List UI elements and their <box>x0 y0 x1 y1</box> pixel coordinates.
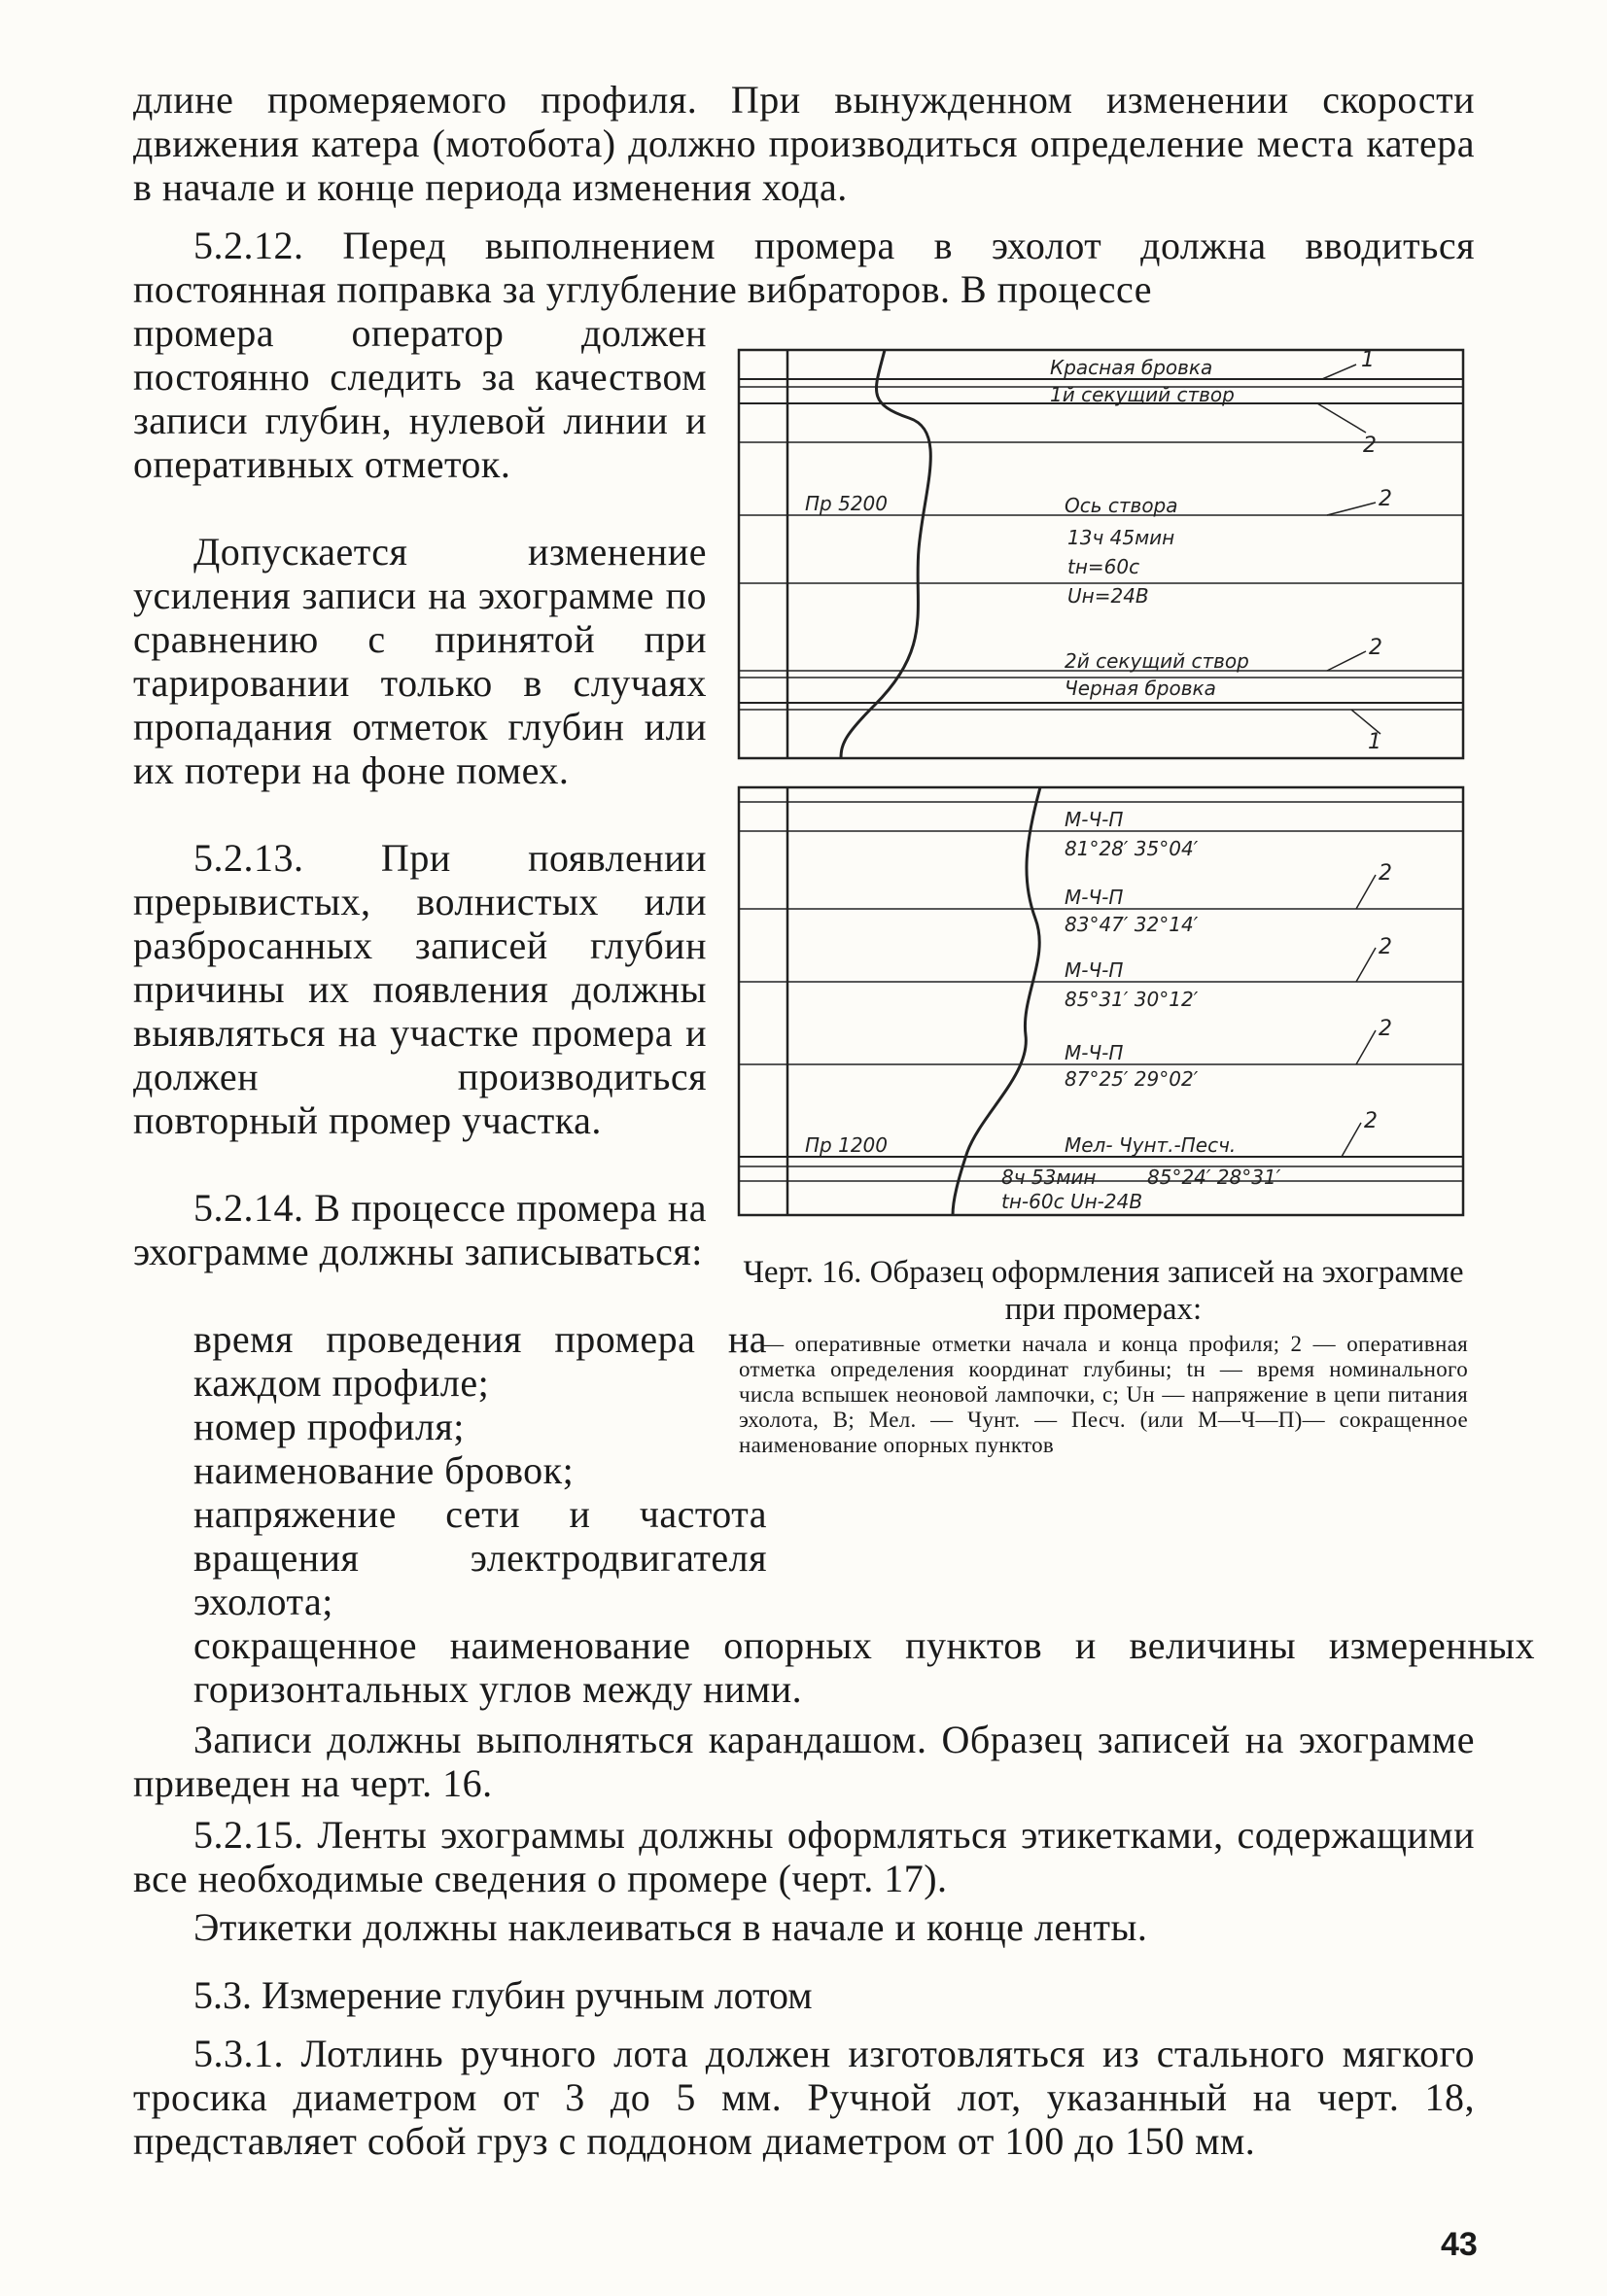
list-item: напряжение сети и частота вращения электродвигателя эхолота; <box>193 1492 767 1623</box>
callout-number: 2 <box>1379 935 1392 959</box>
label-angles: 81°28′ 35°04′ <box>1065 837 1199 860</box>
callout-number: 2 <box>1379 1017 1392 1041</box>
list-item-last: сокращенное наименование опорных пунктов и величины измеренных горизонтальных углов между ними. <box>193 1623 1535 1711</box>
caption-title: Черт. 16. Образец оформления записей на эхограмме при промерах: <box>743 1255 1464 1327</box>
label-tn-top: tн=60с <box>1067 555 1140 578</box>
callout-number: 1 <box>1361 348 1375 372</box>
echogram-figure <box>729 335 1478 1249</box>
paragraph-labels: Этикетки должны наклеиваться в начале и конце ленты. <box>193 1905 1148 1949</box>
label-time-bottom: 8ч 53мин <box>1001 1165 1097 1189</box>
label-mcp: М-Ч-П <box>1065 808 1124 831</box>
label-second-line: 2й секущий створ <box>1065 649 1249 673</box>
paragraph-5-2-14: 5.2.14. В процессе промера на эхограмме должны записываться: <box>133 1186 707 1273</box>
label-tn-un-bottom: tн-60с Uн-24В <box>1001 1190 1143 1213</box>
section-heading-5-3: 5.3. Измерение глубин ручным лотом <box>193 1973 813 2017</box>
label-mcp: М-Ч-П <box>1065 886 1124 909</box>
label-axis: Ось створа <box>1065 494 1178 517</box>
paragraph-5-2-12-continued: промера оператор должен постоянно следить за качеством записи глубин, нулевой линии и оперативных отметок. <box>133 311 707 486</box>
paragraph-allowed-gain: Допускается изменение усиления записи на эхограмме по сравнению с принятой при тарировании только в случаях пропадания отметок глубин или их потери на фоне помех. <box>133 530 707 792</box>
label-mcp: М-Ч-П <box>1065 958 1124 982</box>
label-angles: 85°31′ 30°12′ <box>1065 988 1199 1011</box>
callout-number: 2 <box>1379 861 1392 886</box>
label-profile-bottom: Пр 1200 <box>805 1133 888 1157</box>
label-angles: 83°47′ 32°14′ <box>1065 913 1199 936</box>
list-item: время проведения промера на каждом профиле; <box>193 1317 767 1405</box>
figure-caption <box>739 1254 1468 1458</box>
label-black-edge: Черная бровка <box>1065 677 1216 700</box>
callout-number: 2 <box>1369 636 1382 660</box>
list-item: номер профиля; <box>193 1405 465 1448</box>
label-first-line: 1й секущий створ <box>1050 383 1235 406</box>
top-paragraph: длине промеряемого профиля. При вынужденном изменении скорости движения катера (мотобота) должно производиться определение места катера в начале и конце периода изменения хода. <box>133 78 1475 209</box>
label-time-top: 13ч 45мин <box>1067 526 1175 549</box>
paragraph-pencil: Записи должны выполняться карандашом. Образец записей на эхограмме приведен на черт. 16. <box>133 1718 1475 1805</box>
callout-number: 2 <box>1364 1109 1378 1133</box>
list-item: наименование бровок; <box>193 1448 575 1492</box>
caption-legend: 1 — оперативные отметки начала и конца профиля; 2 — оперативная отметка определения координат глубины; tн — время номинального числа вспышек неоновой лампочки, с; Uн — напряжение в цепи питания эхолота, В; Мел. — Чунт. — Песч. (или М—Ч—П)— сокращенное наименование опорных пунктов <box>739 1332 1468 1457</box>
label-un-top: Uн=24В <box>1067 584 1149 608</box>
label-mcp: М-Ч-П <box>1065 1041 1124 1064</box>
paragraph-5-2-13: 5.2.13. При появлении прерывистых, волнистых или разбросанных записей глубин причины их появления должны выявляться на участке промера и должен производиться повторный промер участка. <box>133 836 707 1142</box>
label-red-edge: Красная бровка <box>1050 356 1213 379</box>
page-number: 43 <box>1441 2226 1478 2263</box>
label-reference-points: Мел- Чунт.-Песч. <box>1065 1133 1237 1157</box>
paragraph-5-2-12: 5.2.12. Перед выполнением промера в эхолот должна вводиться постоянная поправка за углубление вибраторов. В процессе <box>133 224 1475 311</box>
callout-number: 2 <box>1363 434 1377 458</box>
label-angles: 85°24′ 28°31′ <box>1147 1165 1281 1189</box>
callout-number: 2 <box>1379 487 1392 511</box>
label-profile-top: Пр 5200 <box>805 492 888 515</box>
paragraph-5-2-15: 5.2.15. Ленты эхограммы должны оформляться этикетками, содержащими все необходимые сведения о промере (черт. 17). <box>133 1813 1475 1900</box>
paragraph-5-3-1: 5.3.1. Лотлинь ручного лота должен изготовляться из стального мягкого тросика диаметром от 3 до 5 мм. Ручной лот, указанный на черт. 18, представляет собой груз с поддоном диаметром от 100 до 150 мм. <box>133 2032 1475 2163</box>
callout-number: 1 <box>1368 730 1381 754</box>
label-angles: 87°25′ 29°02′ <box>1065 1067 1199 1091</box>
